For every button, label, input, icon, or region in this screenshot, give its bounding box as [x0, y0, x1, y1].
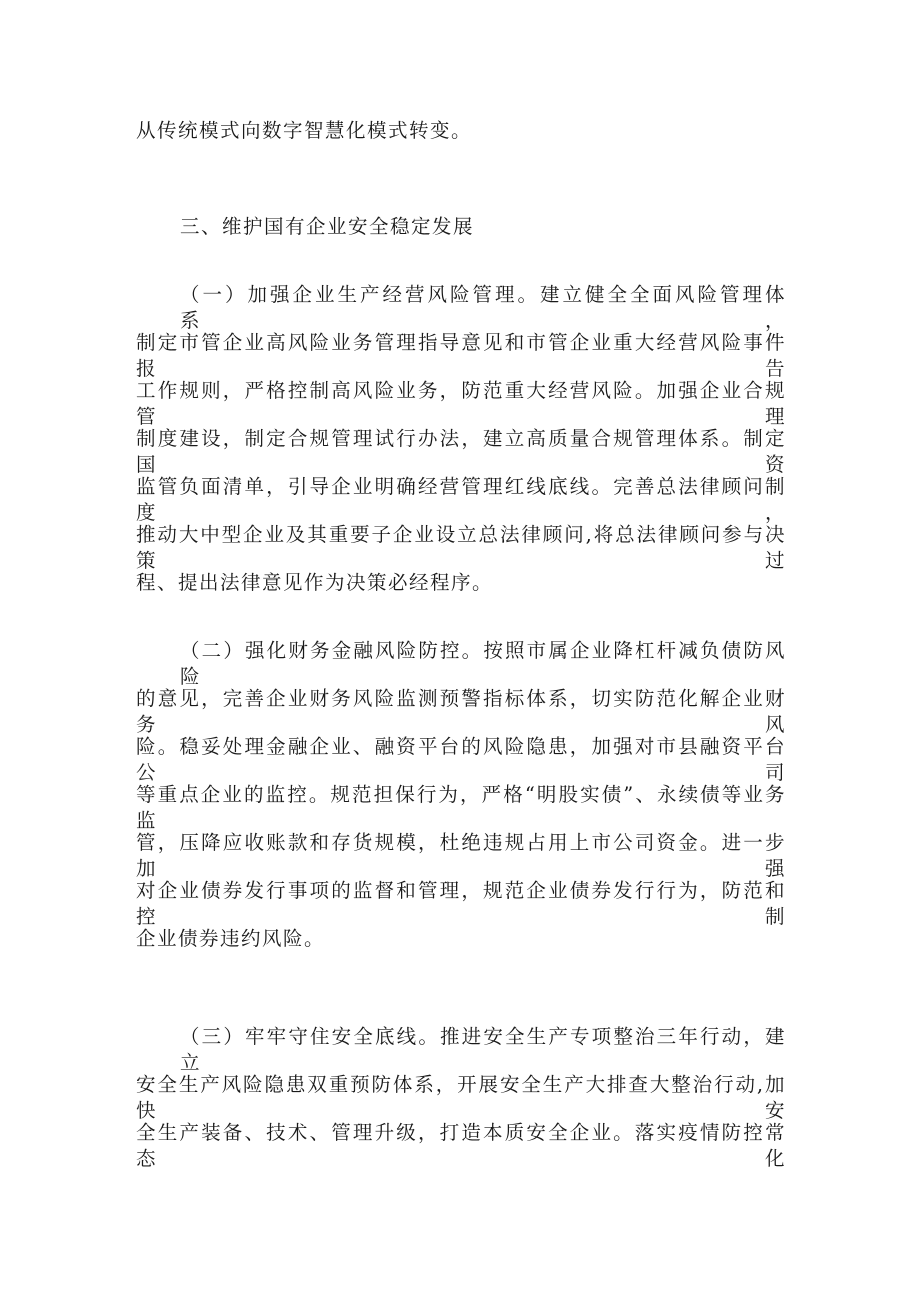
lead-line: 从传统模式向数字智慧化模式转变。: [136, 119, 473, 142]
paragraph1-line: 推动大中型企业及其重要子企业设立总法律顾问,将总法律顾问参与决策过: [136, 523, 786, 572]
paragraph3-line: （三）牢牢守住安全底线。推进安全生产专项整治三年行动，建立: [180, 1025, 786, 1074]
paragraph1-line: 监管负面清单，引导企业明确经营管理红线底线。完善总法律顾问制度，: [136, 475, 786, 524]
paragraph2-line: 管，压降应收账款和存货规模，杜绝违规占用上市公司资金。进一步加强: [136, 831, 786, 880]
paragraph2-line: 险。稳妥处理金融企业、融资平台的风险隐患，加强对市县融资平台公司: [136, 735, 786, 784]
paragraph2-line: 等重点企业的监控。规范担保行为，严格“明股实债”、永续债等业务监: [136, 783, 786, 832]
paragraph3-line: 安全生产风险隐患双重预防体系，开展安全生产大排查大整治行动,加快安: [136, 1073, 786, 1122]
paragraph3-line: 全生产装备、技术、管理升级，打造本质安全企业。落实疫情防控常态化: [136, 1121, 786, 1170]
paragraph2-line: 的意见，完善企业财务风险监测预警指标体系，切实防范化解企业财务风: [136, 687, 786, 736]
paragraph2-line: 对企业债券发行事项的监督和管理，规范企业债券发行行为，防范和控制: [136, 879, 786, 928]
paragraph2-line: （二）强化财务金融风险防控。按照市属企业降杠杆减负债防风险: [180, 639, 786, 688]
paragraph1-line: （一）加强企业生产经营风险管理。建立健全全面风险管理体系，: [180, 283, 786, 332]
paragraph1-line: 制定市管企业高风险业务管理指导意见和市管企业重大经营风险事件报告: [136, 331, 786, 380]
paragraph1-line: 工作规则，严格控制高风险业务，防范重大经营风险。加强企业合规管理: [136, 379, 786, 428]
paragraph2-line: 企业债券违约风险。: [136, 927, 326, 950]
section-heading: 三、维护国有企业安全稳定发展: [180, 215, 475, 238]
paragraph1-line: 制度建设，制定合规管理试行办法，建立高质量合规管理体系。制定国资: [136, 427, 786, 476]
paragraph1-line: 程、提出法律意见作为决策必经程序。: [136, 571, 494, 594]
